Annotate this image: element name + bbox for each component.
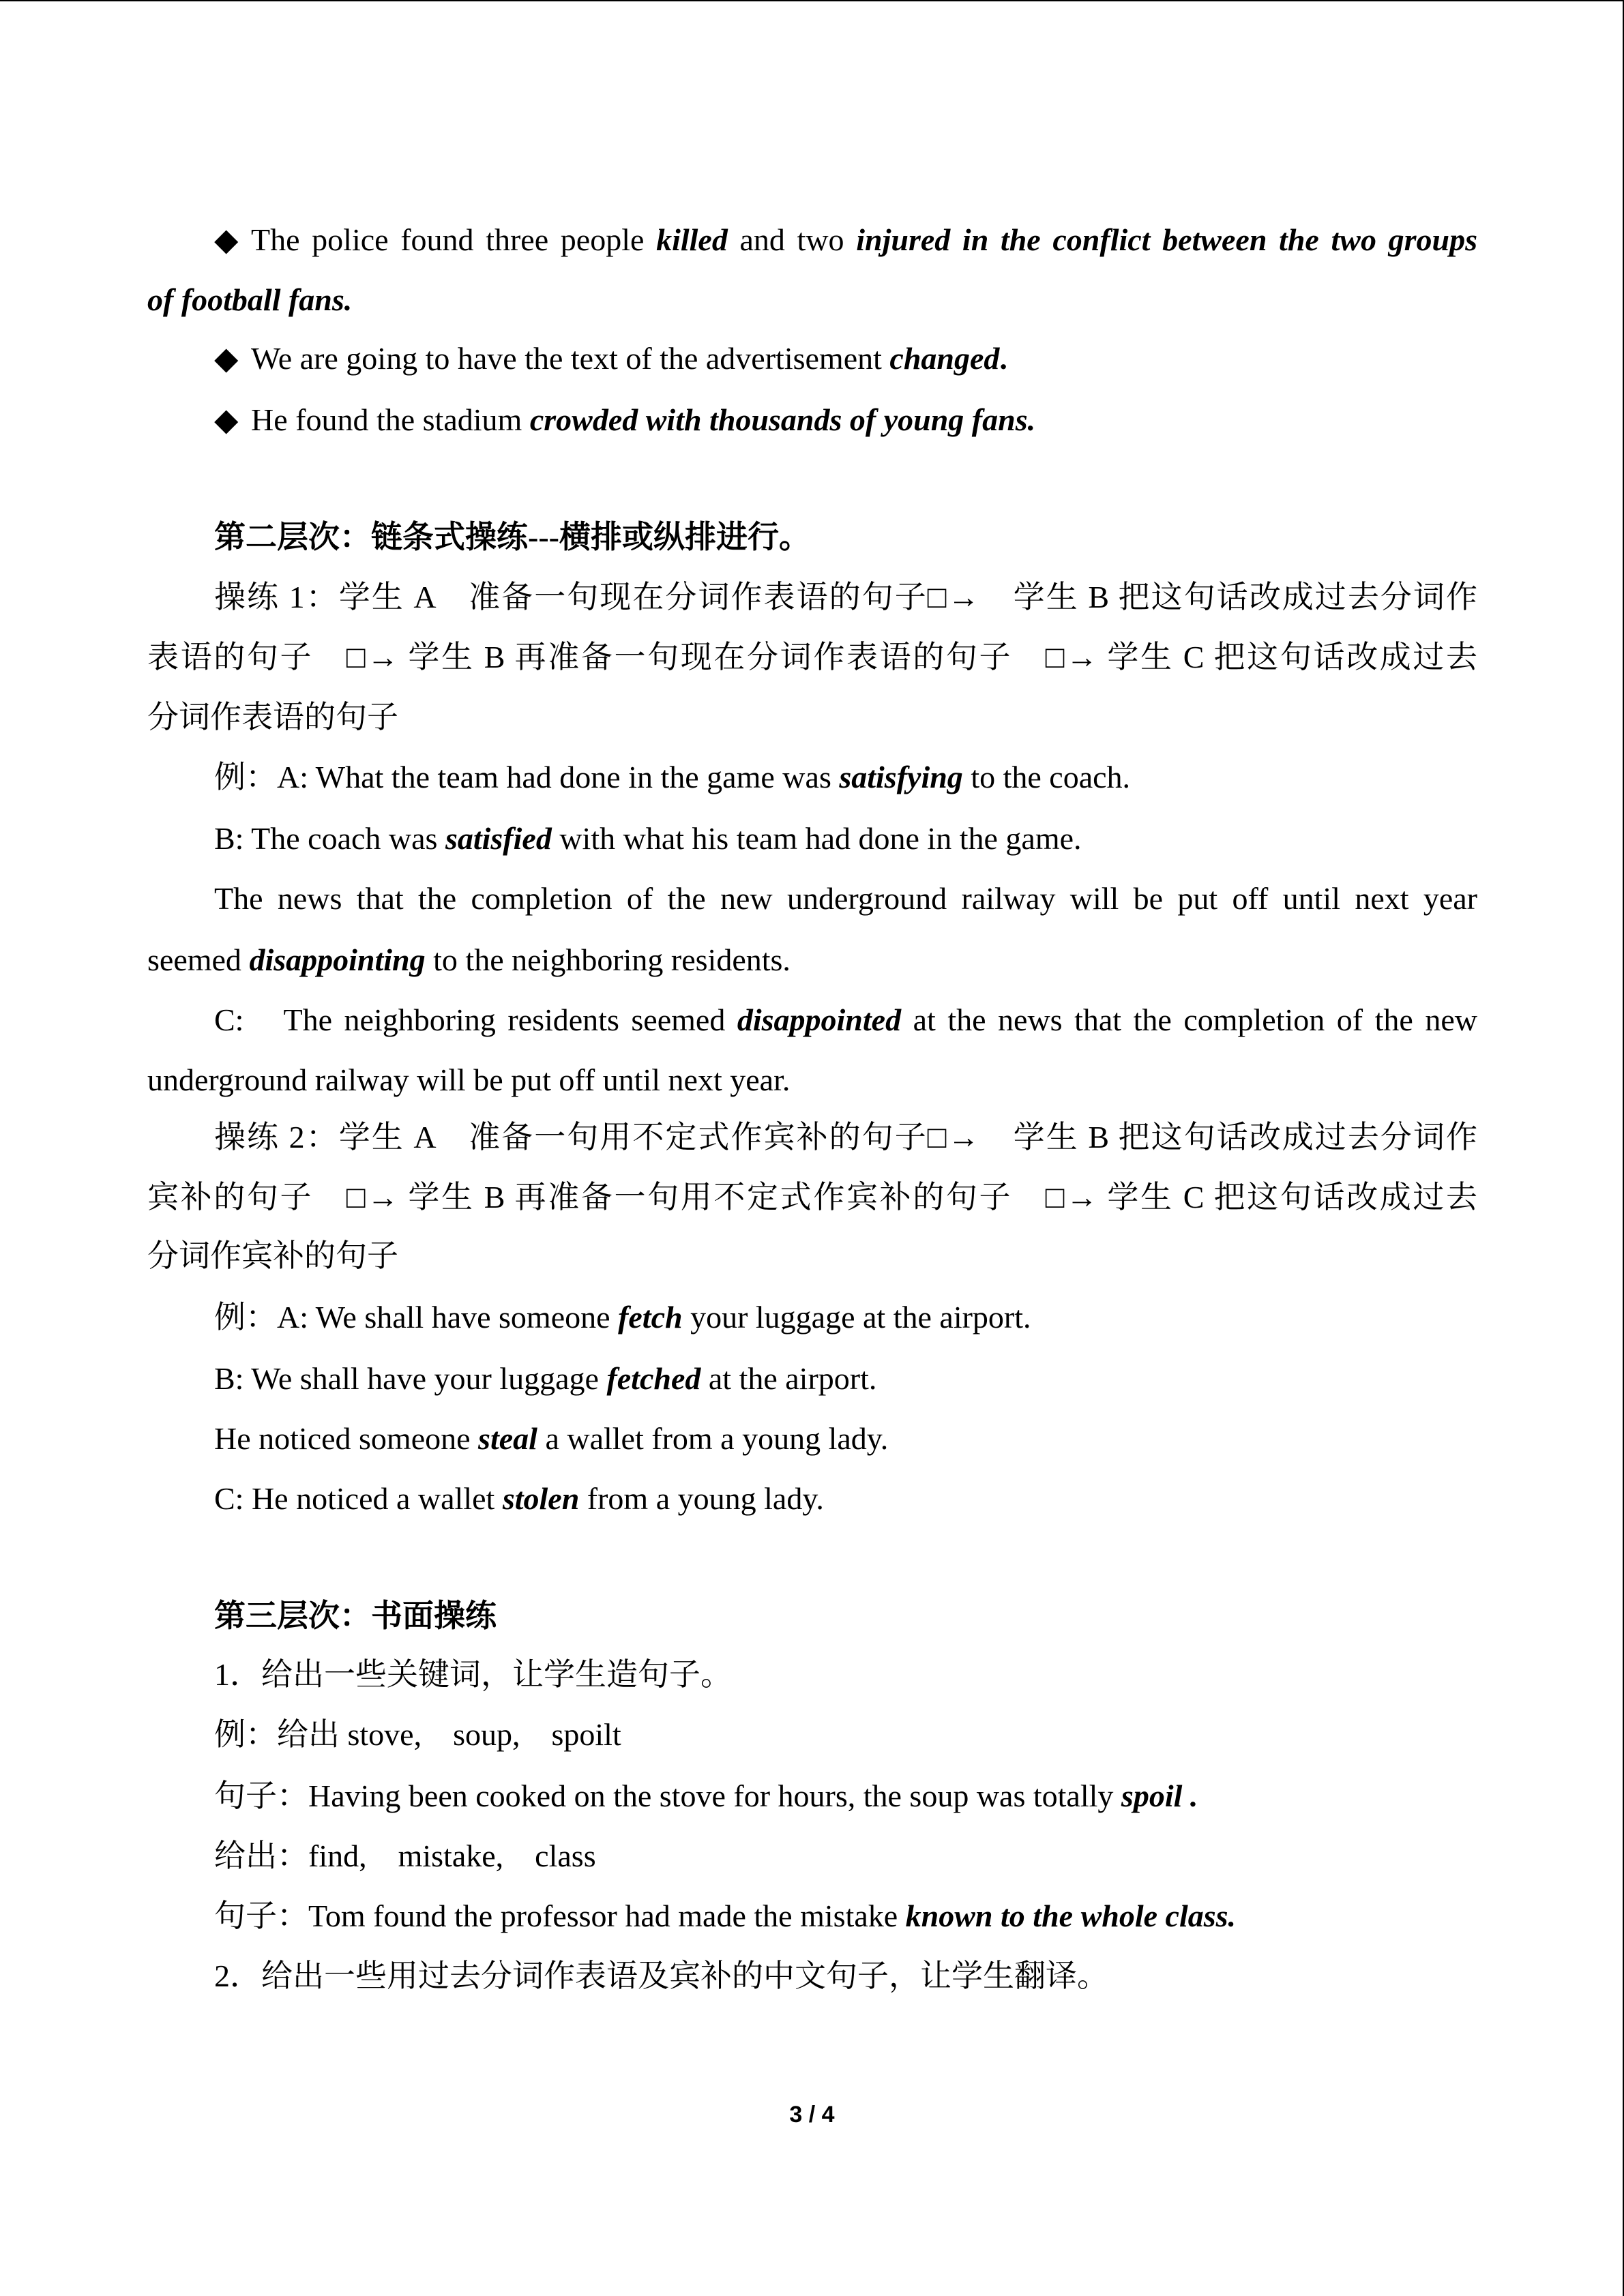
example2-b: B: We shall have your luggage fetched at the airport.	[214, 1361, 877, 1396]
level3-give-1: 例：给出 stove, soup, spoilt	[214, 1717, 621, 1752]
example2-c: He noticed someone steal a wallet from a young lady.	[214, 1421, 889, 1456]
example2-a: 例：A: We shall have someone fetch your luggage at the airport.	[214, 1300, 1031, 1335]
example1-a: 例：A: What the team had done in the game was satisfying to the coach.	[214, 760, 1131, 794]
diamond-bullet-icon: ◆	[214, 402, 239, 437]
example1-c-line-1: The news that the completion of the new underground railway will be put off until next year	[214, 881, 1477, 916]
level3-item-1: 1．给出一些关键词，让学生造句子。	[214, 1657, 732, 1692]
example1-d-line-2: underground railway will be put off until next year.	[147, 1062, 791, 1097]
page-number: 3 / 4	[789, 2102, 835, 2128]
drill2-line-1: 操练 2：学生 A 准备一句用不定式作宾补的句子□→ 学生 B 把这句话改成过去分词作	[214, 1120, 1477, 1154]
drill2-line-3: 分词作宾补的句子	[147, 1238, 398, 1273]
bullet-2: ◆ We are going to have the text of the advertisement changed.	[214, 338, 1477, 379]
drill1-line-3: 分词作表语的句子	[147, 700, 398, 734]
bullet-3: ◆ He found the stadium crowded with thousands of young fans.	[214, 400, 1477, 441]
level3-heading: 第三层次：书面操练	[214, 1598, 497, 1633]
diamond-bullet-icon: ◆	[214, 341, 239, 376]
level3-sentence-1: 句子：Having been cooked on the stove for hours, the soup was totally spoil .	[214, 1778, 1198, 1813]
level3-item-2: 2．给出一些用过去分词作表语及宾补的中文句子，让学生翻译。	[214, 1958, 1108, 1993]
example1-b: B: The coach was satisfied with what his team had done in the game.	[214, 821, 1082, 856]
example1-d-line-1: C: The neighboring residents seemed disappointed at the news that the completion of the new	[214, 1002, 1477, 1037]
level3-sentence-2: 句子：Tom found the professor had made the mistake known to the whole class.	[214, 1898, 1237, 1933]
drill1-line-2: 表语的句子 □→ 学生 B 再准备一句现在分词作表语的句子 □→ 学生 C 把这句话改成过去	[147, 640, 1477, 674]
diamond-bullet-icon: ◆	[214, 222, 239, 257]
example1-c-line-2: seemed disappointing to the neighboring residents.	[147, 942, 791, 977]
level2-heading: 第二层次：链条式操练---横排或纵排进行。	[214, 520, 810, 554]
level3-give-2: 给出：find, mistake, class	[214, 1838, 596, 1873]
bullet-1-line-2: of football fans.	[147, 282, 353, 317]
drill2-line-2: 宾补的句子 □→ 学生 B 再准备一句用不定式作宾补的句子 □→ 学生 C 把这句话改成过去	[147, 1180, 1477, 1214]
example2-d: C: He noticed a wallet stolen from a young lady.	[214, 1481, 824, 1516]
drill1-line-1: 操练 1：学生 A 准备一句现在分词作表语的句子□→ 学生 B 把这句话改成过去分词作	[214, 580, 1477, 614]
bullet-1-line-1: ◆ The police found three people killed and two injured in the conflict between the two groups	[214, 220, 1477, 260]
